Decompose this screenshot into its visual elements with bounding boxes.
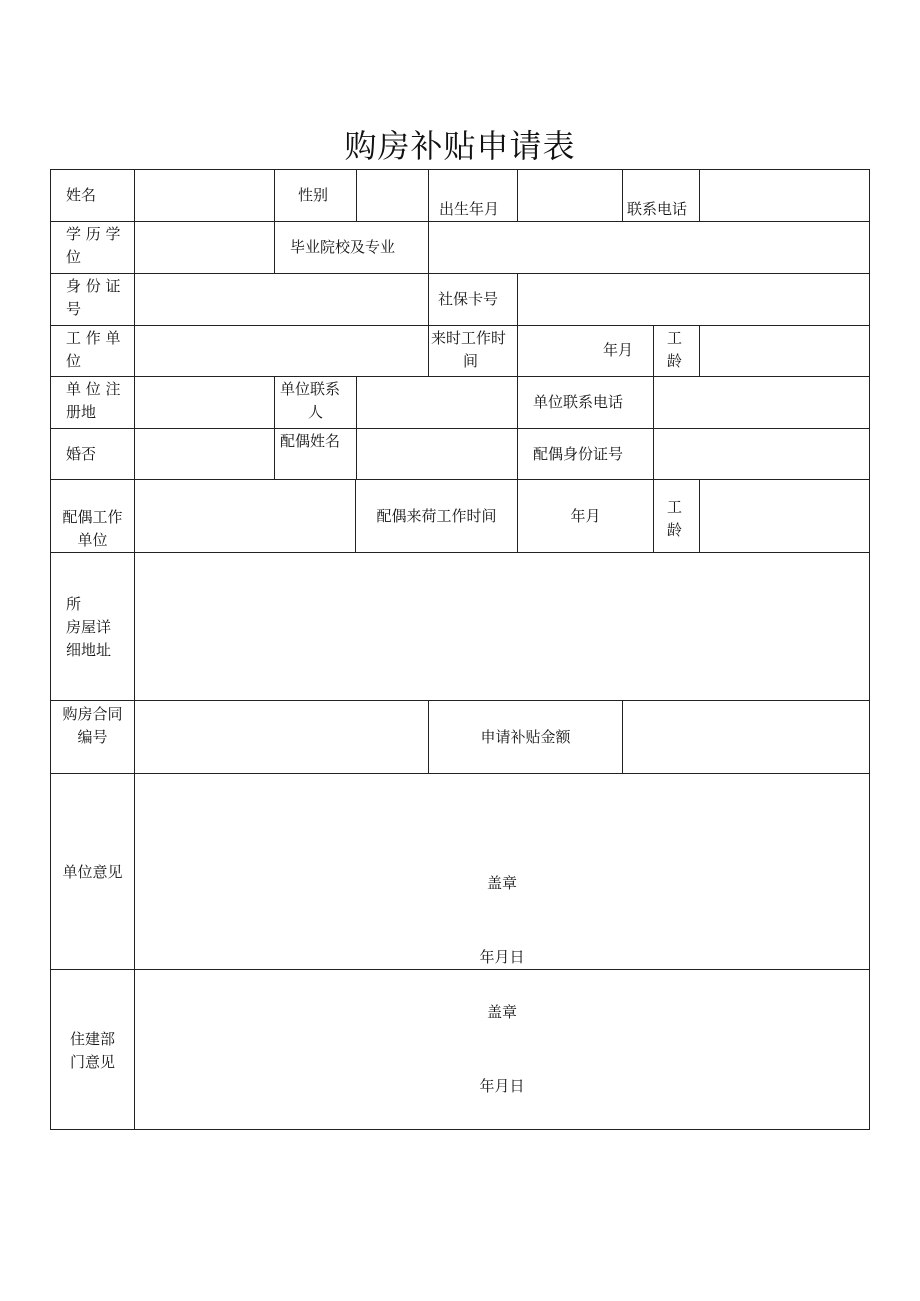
birth-label: 出生年月 xyxy=(439,200,500,218)
spouse-year-month-text: 年月 xyxy=(570,507,601,525)
housing-dept-stamp-text: 盖章 xyxy=(486,1003,517,1021)
seniority-label-line1: 工 xyxy=(667,329,683,347)
col-divider xyxy=(517,376,518,428)
col-divider xyxy=(274,428,275,479)
arrival-time-field[interactable] xyxy=(518,326,653,376)
spouse-work-unit-label-line1: 配偶工作 xyxy=(62,508,123,526)
border-left xyxy=(50,169,51,1130)
id-card-label-line2: 号 xyxy=(66,300,82,318)
work-unit-label-line1: 工 作 单 xyxy=(66,329,121,347)
married-label: 婚否 xyxy=(66,445,97,463)
col-divider xyxy=(274,376,275,428)
spouse-id-label: 配偶身份证号 xyxy=(533,445,624,463)
name-label: 姓名 xyxy=(66,186,97,204)
phone-label: 联系电话 xyxy=(627,200,688,218)
unit-reg-place-field[interactable] xyxy=(135,377,274,428)
col-divider xyxy=(274,221,275,273)
spouse-work-unit-field[interactable] xyxy=(135,480,355,552)
contract-no-label-line1: 购房合同 xyxy=(62,705,123,723)
social-card-label: 社保卡号 xyxy=(438,290,499,308)
house-address-label-line3: 细地址 xyxy=(66,641,112,659)
housing-dept-opinion-label-line2: 门意见 xyxy=(69,1053,115,1071)
unit-contact-label-line2: 人 xyxy=(308,403,324,421)
spouse-arrival-time-label: 配偶来荷工作时间 xyxy=(376,507,497,525)
form-title: 购房补贴申请表 xyxy=(344,127,576,165)
col-divider xyxy=(428,273,429,325)
spouse-name-label: 配偶姓名 xyxy=(280,432,341,450)
education-label-line1: 学 历 学 xyxy=(66,225,121,243)
spouse-name-field[interactable] xyxy=(357,429,517,479)
contract-no-field[interactable] xyxy=(135,701,428,773)
col-divider xyxy=(653,325,654,376)
unit-reg-place-label-line1: 单 位 注 xyxy=(66,380,121,398)
unit-date-text: 年月日 xyxy=(479,948,525,966)
spouse-seniority-label-line1: 工 xyxy=(667,498,683,516)
arrival-time-label-line1: 来时工作时 xyxy=(431,329,507,347)
housing-dept-date-text: 年月日 xyxy=(479,1077,525,1095)
arrival-time-label-line2: 间 xyxy=(463,352,479,370)
arrival-year-month-text: 年月 xyxy=(603,341,634,359)
education-field[interactable] xyxy=(135,222,274,273)
border-right xyxy=(869,169,870,1130)
social-card-field[interactable] xyxy=(518,274,869,325)
birth-field[interactable] xyxy=(518,170,622,221)
application-form xyxy=(50,169,870,1130)
work-unit-label-line2: 位 xyxy=(66,352,82,370)
gender-label: 性别 xyxy=(298,186,329,204)
contract-no-label-line2: 编号 xyxy=(77,728,108,746)
gender-field[interactable] xyxy=(357,170,428,221)
id-card-field[interactable] xyxy=(135,274,428,325)
work-unit-field[interactable] xyxy=(135,326,428,376)
seniority-field[interactable] xyxy=(700,326,869,376)
spouse-seniority-label-line2: 龄 xyxy=(667,521,683,539)
name-field[interactable] xyxy=(135,170,274,221)
col-divider xyxy=(274,169,275,221)
border-bottom xyxy=(50,1129,870,1130)
subsidy-amount-label: 申请补贴金额 xyxy=(480,728,571,746)
unit-contact-field[interactable] xyxy=(357,377,517,428)
unit-phone-field[interactable] xyxy=(654,377,869,428)
col-divider xyxy=(622,169,623,221)
married-field[interactable] xyxy=(135,429,274,479)
unit-opinion-label: 单位意见 xyxy=(62,863,123,881)
unit-phone-label: 单位联系电话 xyxy=(533,393,624,411)
school-major-label: 毕业院校及专业 xyxy=(290,238,396,256)
housing-dept-opinion-label-line1: 住建部 xyxy=(69,1030,115,1048)
col-divider xyxy=(428,169,429,221)
unit-reg-place-label-line2: 册地 xyxy=(66,403,97,421)
house-address-label-line2: 房屋详 xyxy=(66,618,112,636)
id-card-label-line1: 身 份 证 xyxy=(66,277,121,295)
col-divider xyxy=(517,428,518,479)
phone-field[interactable] xyxy=(700,170,869,221)
house-address-field[interactable] xyxy=(135,553,869,700)
col-divider xyxy=(653,479,654,552)
col-divider xyxy=(428,325,429,376)
spouse-seniority-field[interactable] xyxy=(700,480,869,552)
house-address-label-line1: 所 xyxy=(66,595,82,613)
subsidy-amount-field[interactable] xyxy=(623,701,869,773)
spouse-work-unit-label-line2: 单位 xyxy=(77,531,108,549)
school-major-field[interactable] xyxy=(429,222,869,273)
unit-contact-label-line1: 单位联系 xyxy=(280,380,341,398)
spouse-id-field[interactable] xyxy=(654,429,869,479)
unit-stamp-text: 盖章 xyxy=(486,874,517,892)
education-label-line2: 位 xyxy=(66,248,82,266)
housing-dept-opinion-area[interactable] xyxy=(135,970,869,1129)
seniority-label-line2: 龄 xyxy=(667,352,683,370)
